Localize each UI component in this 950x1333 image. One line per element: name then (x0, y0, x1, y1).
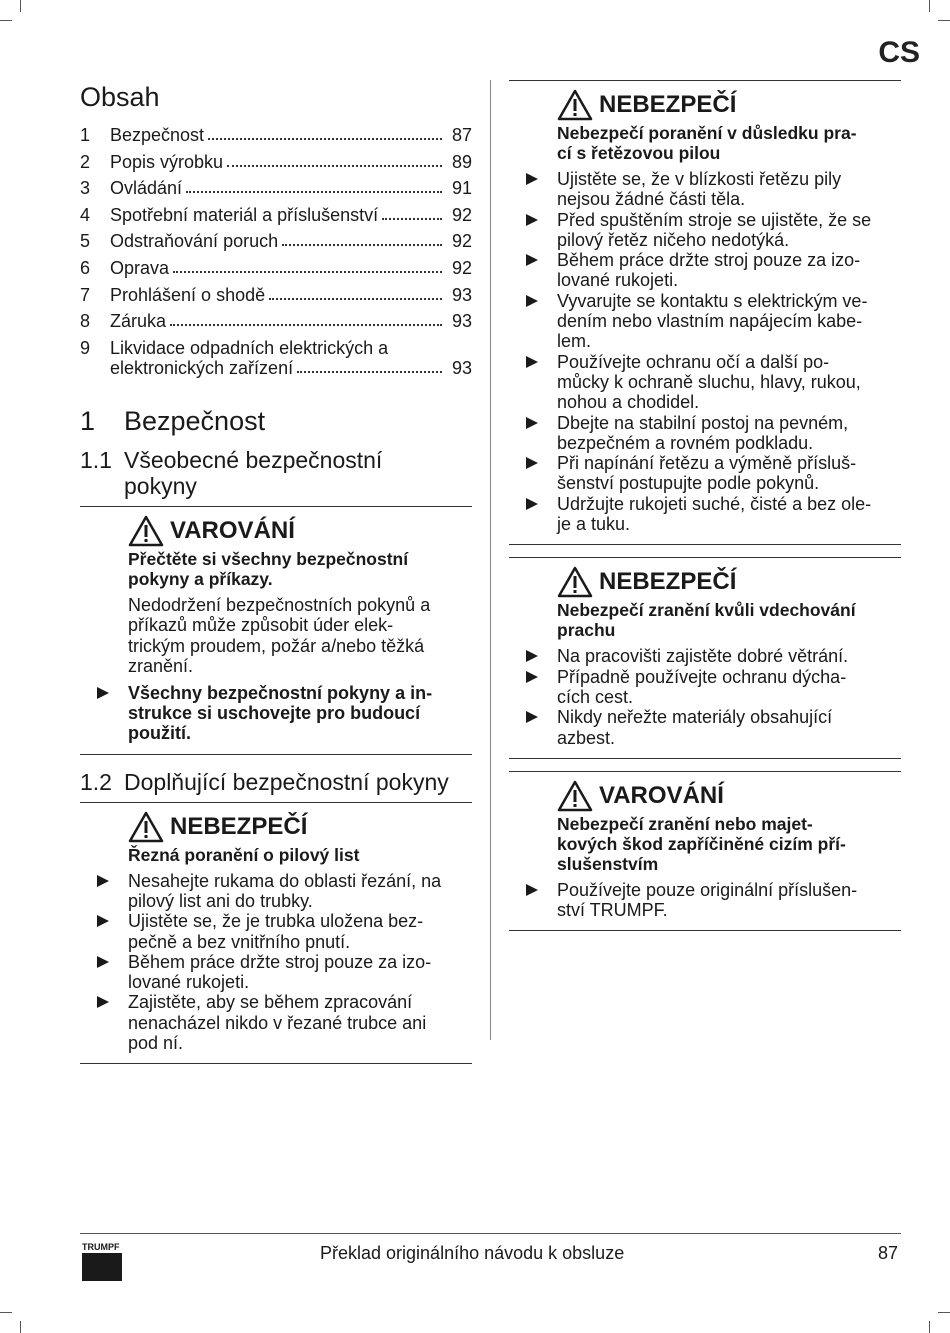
crop-mark (20, 1321, 21, 1333)
toc-entry-page: 89 (451, 151, 472, 172)
step-line: ství TRUMPF. (557, 900, 668, 921)
subsection-heading (80, 769, 472, 803)
warning-triangle-icon (557, 780, 593, 812)
action-step (557, 413, 901, 454)
toc-entry-label: Prohlášení o shodě (110, 284, 266, 305)
notice-title-line: kových škod zapříčiněné cizím pří- (557, 833, 846, 854)
step-arrow-icon (97, 956, 109, 968)
toc-entry-label: Spotřební materiál a příslušenství (110, 204, 379, 225)
section-number: 1 (80, 405, 96, 436)
subsection-number: 1.2 (80, 768, 112, 795)
toc-entry-number: 8 (80, 311, 91, 332)
section-title: Bezpečnost (124, 405, 266, 436)
notice-title (557, 814, 901, 874)
subsection-heading (80, 447, 472, 507)
step-line: azbest. (557, 727, 616, 748)
notice-body-line: Nedodržení bezpečnostních pokynů a (128, 594, 431, 615)
column-divider (490, 80, 491, 1040)
action-step (557, 880, 901, 921)
notice-title-line: Přečtěte si všechny bezpečnostní (128, 548, 409, 569)
warning-notice (80, 507, 472, 755)
crop-mark (938, 20, 950, 21)
danger-notice (509, 80, 901, 545)
subsection-number: 1.1 (80, 446, 112, 473)
action-step (557, 646, 901, 666)
toc-entry-number: 6 (80, 257, 91, 278)
trumpf-logo (82, 1242, 122, 1281)
notice-body-line: trickým proudem, požár a/nebo těžká (128, 635, 425, 656)
warning-triangle-icon (557, 89, 593, 121)
toc-entry[interactable] (80, 152, 472, 172)
toc-entry-page: 92 (451, 204, 472, 225)
step-line: Při napínání řetězu a výměně přísluš- (557, 453, 857, 474)
signal-word-text: VAROVÁNÍ (599, 781, 724, 809)
toc-title: Obsah (80, 82, 160, 112)
signal-word (557, 566, 901, 598)
action-step (557, 250, 901, 291)
toc-leader-dots (297, 371, 442, 373)
signal-word (557, 89, 901, 121)
action-steps (557, 880, 901, 921)
notice-title-line: slušenstvím (557, 853, 659, 874)
toc-entry[interactable] (80, 125, 472, 145)
step-arrow-icon (97, 996, 109, 1008)
action-step (128, 992, 472, 1053)
step-arrow-icon (526, 356, 538, 368)
step-line: lem. (557, 331, 592, 352)
warning-triangle-icon (128, 811, 164, 843)
step-arrow-icon (526, 295, 538, 307)
step-arrow-icon (526, 254, 538, 266)
crop-mark (20, 0, 21, 12)
toc-entry[interactable] (80, 285, 472, 305)
toc-entry-number: 3 (80, 178, 91, 199)
step-line: je a tuku. (557, 514, 631, 535)
step-line: pečně a bez vnitřního pnutí. (128, 931, 351, 952)
table-of-contents (80, 125, 472, 378)
step-line: bezpečném a rovném podkladu. (557, 432, 814, 453)
action-step (128, 683, 472, 744)
toc-entry[interactable] (80, 311, 472, 331)
action-steps (557, 646, 901, 747)
toc-leader-dots (227, 165, 442, 167)
step-arrow-icon (526, 498, 538, 510)
notice-body (128, 595, 472, 677)
step-line: Ujistěte se, že je trubka uložena bez- (128, 911, 424, 932)
toc-entry-label-continued: elektronických zařízení (110, 357, 294, 378)
step-line: Případně používejte ochranu dýcha- (557, 666, 847, 687)
signal-word-text: NEBEZPEČÍ (599, 91, 737, 118)
toc-entry[interactable] (80, 258, 472, 278)
action-step (557, 352, 901, 413)
step-line: Zajistěte, aby se během zpracování (128, 992, 413, 1013)
step-arrow-icon (526, 173, 538, 185)
toc-entry-number: 9 (80, 337, 91, 358)
step-line: Na pracovišti zajistěte dobré větrání. (557, 646, 849, 667)
toc-entry-label: Ovládání (110, 178, 183, 199)
action-step (557, 494, 901, 535)
language-tag: CS (878, 36, 920, 69)
action-steps (128, 683, 472, 744)
section-heading (80, 406, 472, 437)
toc-entry-page: 92 (451, 231, 472, 252)
subsection-title: Doplňující bezpečnostní pokyny (124, 768, 449, 795)
warning-triangle-icon (128, 515, 164, 547)
notice-body-line: příkazů může způsobit úder elek- (128, 615, 394, 636)
danger-notice (80, 803, 472, 1065)
right-column (509, 80, 901, 931)
action-steps (557, 169, 901, 534)
toc-entry[interactable] (80, 231, 472, 251)
action-step (557, 453, 901, 494)
notice-title (557, 600, 901, 640)
notice-title (128, 549, 472, 589)
step-line: lované rukojeti. (128, 972, 250, 993)
toc-entry-label: Oprava (110, 257, 170, 278)
action-step (557, 169, 901, 210)
page-number: 87 (877, 1243, 898, 1263)
toc-entry-page: 93 (451, 357, 472, 378)
footer-caption: Překlad originálního návodu k obsluze (320, 1243, 625, 1263)
step-line: nenacházel nikdo v řezané trubce ani (128, 1012, 427, 1033)
toc-leader-dots (173, 271, 442, 273)
step-line: Udržujte rukojeti suché, čisté a bez ole- (557, 493, 872, 514)
action-step (128, 911, 472, 952)
danger-notice (509, 557, 901, 758)
action-step (128, 871, 472, 912)
step-line: Ujistěte se, že v blízkosti řetězu pily (557, 169, 842, 189)
step-arrow-icon (97, 875, 109, 887)
step-arrow-icon (526, 650, 538, 662)
toc-leader-dots (208, 138, 442, 140)
toc-entry[interactable] (80, 205, 472, 225)
action-step (557, 667, 901, 708)
logo-text: TRUMPF (82, 1242, 120, 1252)
subsection-title-continued: pokyny (124, 472, 197, 499)
signal-word-text: NEBEZPEČÍ (599, 568, 737, 596)
toc-entry-page: 87 (451, 125, 472, 145)
step-line: nejsou žádné části těla. (557, 189, 746, 210)
toc-entry-page: 92 (451, 257, 472, 278)
step-arrow-icon (526, 711, 538, 723)
notice-title-line: Nebezpečí zranění kvůli vdechování (557, 600, 856, 621)
action-step (557, 291, 901, 352)
toc-entry-label: Záruka (110, 311, 167, 332)
signal-word-text: VAROVÁNÍ (170, 516, 295, 544)
action-steps (128, 871, 472, 1054)
toc-entry-number: 4 (80, 204, 91, 225)
step-arrow-icon (526, 417, 538, 429)
notice-title-line: Nebezpečí zranění nebo majet- (557, 813, 813, 834)
warning-triangle-icon (557, 566, 593, 598)
toc-entry-number: 1 (80, 125, 91, 145)
notice-title-line: pokyny a příkazy. (128, 568, 273, 589)
left-column (80, 80, 472, 1064)
logo-block (82, 1253, 122, 1281)
signal-word (557, 780, 901, 812)
signal-word (128, 811, 472, 843)
crop-mark (929, 0, 930, 12)
toc-entry[interactable] (80, 178, 472, 198)
toc-entry-page: 91 (451, 178, 472, 199)
step-line: pilový řetěz ničeho nedotýká. (557, 229, 790, 250)
toc-leader-dots (282, 244, 442, 246)
step-line: cích cest. (557, 686, 634, 707)
toc-leader-dots (269, 298, 442, 300)
toc-entry[interactable] (80, 338, 472, 378)
action-step (557, 707, 901, 748)
step-arrow-icon (526, 214, 538, 226)
step-line: nohou a chodidel. (557, 392, 700, 413)
toc-entry-label: Odstraňování poruch (110, 231, 279, 252)
step-line: Během práce držte stroj pouze za izo- (557, 250, 861, 271)
action-step (557, 210, 901, 251)
step-arrow-icon (97, 687, 109, 699)
subsection-title: Všeobecné bezpečnostní (124, 446, 383, 473)
toc-entry-page: 93 (451, 311, 472, 332)
notice-title-line: prachu (557, 620, 616, 641)
toc-entry-number: 7 (80, 284, 91, 305)
step-line: Vyvarujte se kontaktu s elektrickým ve- (557, 290, 868, 311)
signal-word-text: NEBEZPEČÍ (170, 812, 308, 840)
crop-mark (938, 1312, 950, 1313)
notice-body-line: zranění. (128, 656, 194, 677)
warning-notice (509, 771, 901, 932)
step-line: pod ní. (128, 1033, 184, 1054)
footer-divider (80, 1233, 901, 1234)
notice-title-line: Nebezpečí poranění v důsledku pra- (557, 123, 857, 143)
toc-entry-label: Popis výrobku (110, 151, 224, 172)
signal-word (128, 515, 472, 547)
step-line: Nesahejte rukama do oblasti řezání, na (128, 870, 442, 891)
notice-title (557, 123, 901, 163)
toc-entry-number: 5 (80, 231, 91, 252)
toc-leader-dots (382, 218, 442, 220)
step-arrow-icon (526, 457, 538, 469)
step-line: šenství postupujte podle pokynů. (557, 473, 820, 494)
step-line: použití. (128, 723, 191, 744)
step-line: Během práce držte stroj pouze za izo- (128, 951, 432, 972)
step-line: lované rukojeti. (557, 270, 679, 291)
step-arrow-icon (97, 915, 109, 927)
step-line: dením nebo vlastním napájecím kabe- (557, 311, 863, 332)
action-step (128, 952, 472, 993)
step-line: Před spuštěním stroje se ujistěte, že se (557, 209, 872, 230)
step-line: pilový list ani do trubky. (128, 890, 313, 911)
notice-title: Řezná poranění o pilový list (128, 844, 360, 865)
step-arrow-icon (526, 884, 538, 896)
step-line: strukce si uschovejte pro budoucí (128, 703, 421, 724)
crop-mark (929, 1321, 930, 1333)
step-line: Dbejte na stabilní postoj na pevném, (557, 412, 849, 433)
notice-title-line: cí s řetězovou pilou (557, 143, 721, 163)
toc-entry-page: 93 (451, 284, 472, 305)
toc-entry-label: Likvidace odpadních elektrických a (110, 337, 389, 358)
step-arrow-icon (526, 671, 538, 683)
step-line: Používejte pouze originální příslušen- (557, 879, 858, 900)
crop-mark (0, 20, 12, 21)
step-line: Všechny bezpečnostní pokyny a in- (128, 682, 433, 703)
toc-entry-label: Bezpečnost (110, 125, 205, 145)
step-line: Nikdy neřežte materiály obsahující (557, 707, 833, 728)
step-line: Používejte ochranu očí a další po- (557, 351, 830, 372)
toc-leader-dots (170, 324, 442, 326)
step-line: můcky k ochraně sluchu, hlavy, rukou, (557, 371, 861, 392)
toc-leader-dots (186, 191, 442, 193)
crop-mark (0, 1312, 12, 1313)
toc-entry-number: 2 (80, 151, 91, 172)
